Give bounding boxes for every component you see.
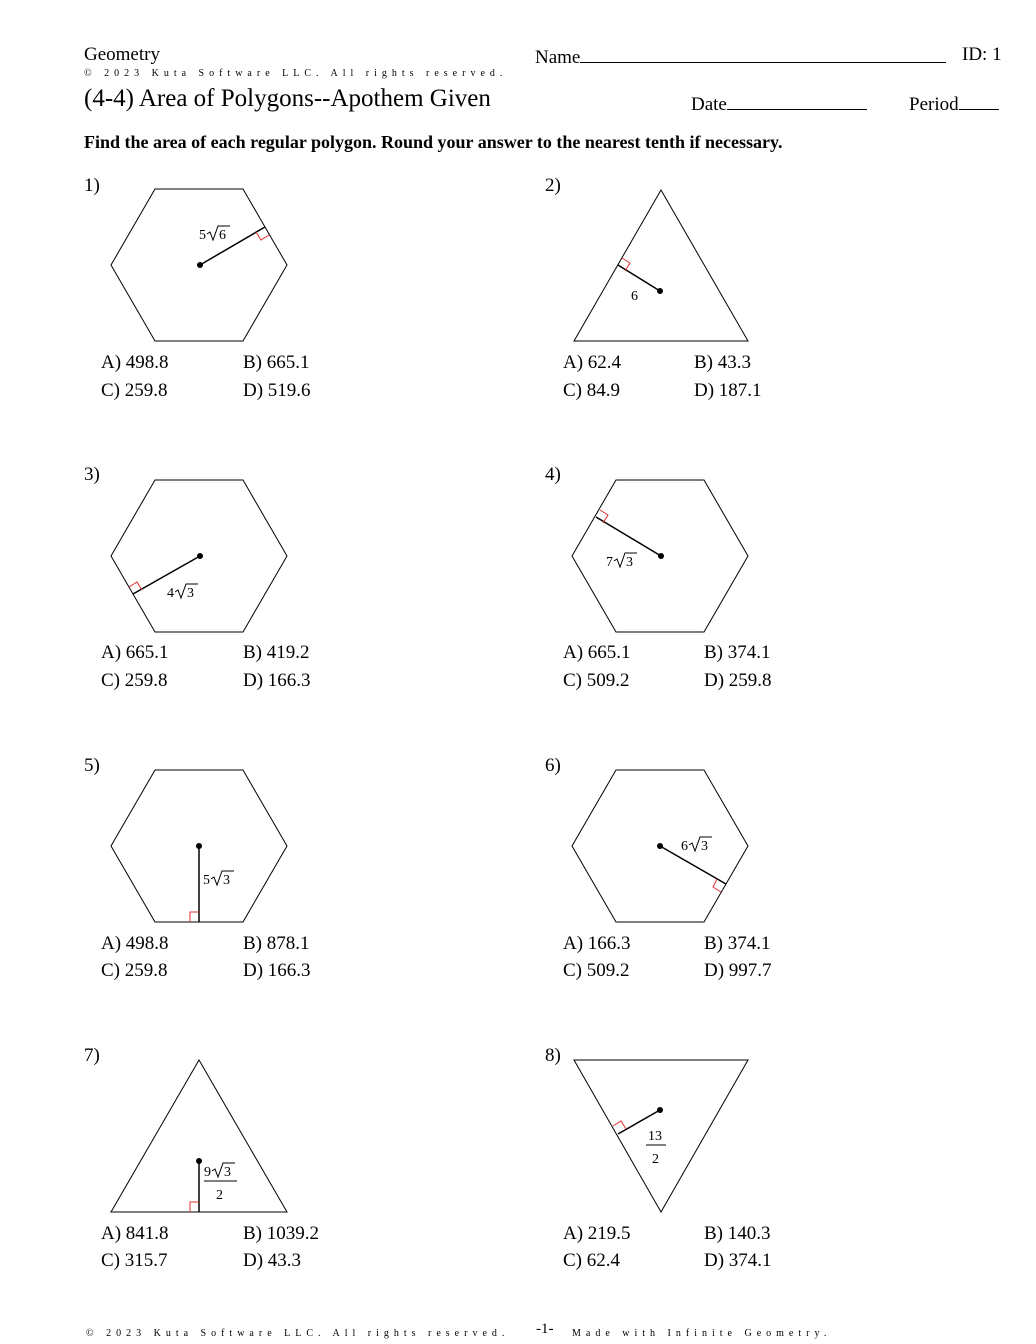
figure-3-label-coef: 4 [167, 586, 174, 601]
figure-5-hexagon [111, 770, 287, 922]
choice-1a[interactable]: A) 498.8 [101, 352, 169, 373]
choice-5d[interactable]: D) 166.3 [243, 960, 311, 981]
figure-3-label-rad: 3 [187, 586, 194, 601]
figure-8-label-den: 2 [652, 1152, 659, 1167]
figure-4-apothem-label [606, 553, 637, 570]
choice-3b[interactable]: B) 419.2 [243, 642, 310, 663]
instructions: Find the area of each regular polygon. Round your answer to the nearest tenth if necessary. [84, 132, 783, 152]
choice-7a[interactable]: A) 841.8 [101, 1223, 169, 1244]
problem-number-4: 4) [545, 464, 561, 485]
figure-2-label: 6 [631, 289, 638, 304]
problem-number-8: 8) [545, 1045, 561, 1066]
id-label: ID: 1 [962, 44, 1002, 65]
choice-2c[interactable]: C) 84.9 [563, 380, 620, 401]
figure-7-label-coef: 9 [204, 1165, 211, 1180]
figure-1-label-coef: 5 [199, 228, 206, 243]
choice-1d[interactable]: D) 519.6 [243, 380, 311, 401]
problem-number-3: 3) [84, 464, 100, 485]
page-number: -1- [536, 1321, 554, 1337]
choice-7b[interactable]: B) 1039.2 [243, 1223, 319, 1244]
figure-8-triangle [574, 1060, 748, 1212]
choice-4b[interactable]: B) 374.1 [704, 642, 771, 663]
figure-3-apothem-label [167, 584, 198, 601]
footer-copyright: © 2023 Kuta Software LLC. All rights reserved. [86, 1328, 510, 1339]
figure-2-triangle [574, 190, 748, 341]
figure-7-triangle [111, 1060, 287, 1212]
choice-8d[interactable]: D) 374.1 [704, 1250, 772, 1271]
header-copyright: © 2023 Kuta Software LLC. All rights reserved. [84, 68, 508, 79]
figure-4-hexagon [572, 480, 748, 632]
choice-5b[interactable]: B) 878.1 [243, 933, 310, 954]
choice-3d[interactable]: D) 166.3 [243, 670, 311, 691]
choice-2d[interactable]: D) 187.1 [694, 380, 762, 401]
worksheet-title: (4-4) Area of Polygons--Apothem Given [84, 85, 491, 112]
choice-7d[interactable]: D) 43.3 [243, 1250, 302, 1271]
figure-3-hexagon [111, 480, 287, 632]
choice-8b[interactable]: B) 140.3 [704, 1223, 771, 1244]
choice-6b[interactable]: B) 374.1 [704, 933, 771, 954]
figure-1-label-rad: 6 [219, 228, 226, 243]
figure-6-apothem-label [681, 837, 712, 854]
choice-6c[interactable]: C) 509.2 [563, 960, 630, 981]
figure-7-apothem-label [204, 1163, 237, 1203]
choice-4c[interactable]: C) 509.2 [563, 670, 630, 691]
problem-number-1: 1) [84, 175, 100, 196]
figure-1-apothem-label [199, 226, 230, 243]
problem-number-7: 7) [84, 1045, 100, 1066]
figure-5-label-rad: 3 [223, 873, 230, 888]
choice-5a[interactable]: A) 498.8 [101, 933, 169, 954]
figure-4-label-rad: 3 [626, 555, 633, 570]
problem-number-6: 6) [545, 755, 561, 776]
problem-number-2: 2) [545, 175, 561, 196]
figure-7-label-den: 2 [216, 1188, 223, 1203]
figure-4-label-coef: 7 [606, 555, 613, 570]
choice-2a[interactable]: A) 62.4 [563, 352, 622, 373]
choice-2b[interactable]: B) 43.3 [694, 352, 751, 373]
figure-6-hexagon [572, 770, 748, 922]
course-name: Geometry [84, 44, 160, 65]
figure-1-hexagon [111, 189, 287, 341]
figure-5-apothem-label [203, 871, 234, 888]
choice-5c[interactable]: C) 259.8 [101, 960, 168, 981]
choice-4d[interactable]: D) 259.8 [704, 670, 772, 691]
choice-8a[interactable]: A) 219.5 [563, 1223, 631, 1244]
footer-made-with: Made with Infinite Geometry. [572, 1328, 832, 1339]
choice-3a[interactable]: A) 665.1 [101, 642, 169, 663]
figure-6-label-rad: 3 [701, 839, 708, 854]
choice-3c[interactable]: C) 259.8 [101, 670, 168, 691]
period-label: Period [909, 94, 959, 115]
figure-8-apothem-label [646, 1129, 666, 1167]
name-label: Name [535, 47, 581, 68]
choice-7c[interactable]: C) 315.7 [101, 1250, 168, 1271]
figure-8-label-num: 13 [648, 1129, 662, 1144]
choice-6a[interactable]: A) 166.3 [563, 933, 631, 954]
choice-1c[interactable]: C) 259.8 [101, 380, 168, 401]
figure-6-label-coef: 6 [681, 839, 688, 854]
figure-7-label-rad: 3 [224, 1165, 231, 1180]
choice-4a[interactable]: A) 665.1 [563, 642, 631, 663]
choice-8c[interactable]: C) 62.4 [563, 1250, 620, 1271]
figure-5-label-coef: 5 [203, 873, 210, 888]
choice-1b[interactable]: B) 665.1 [243, 352, 310, 373]
date-label: Date [691, 94, 727, 115]
choice-6d[interactable]: D) 997.7 [704, 960, 772, 981]
problem-number-5: 5) [84, 755, 100, 776]
